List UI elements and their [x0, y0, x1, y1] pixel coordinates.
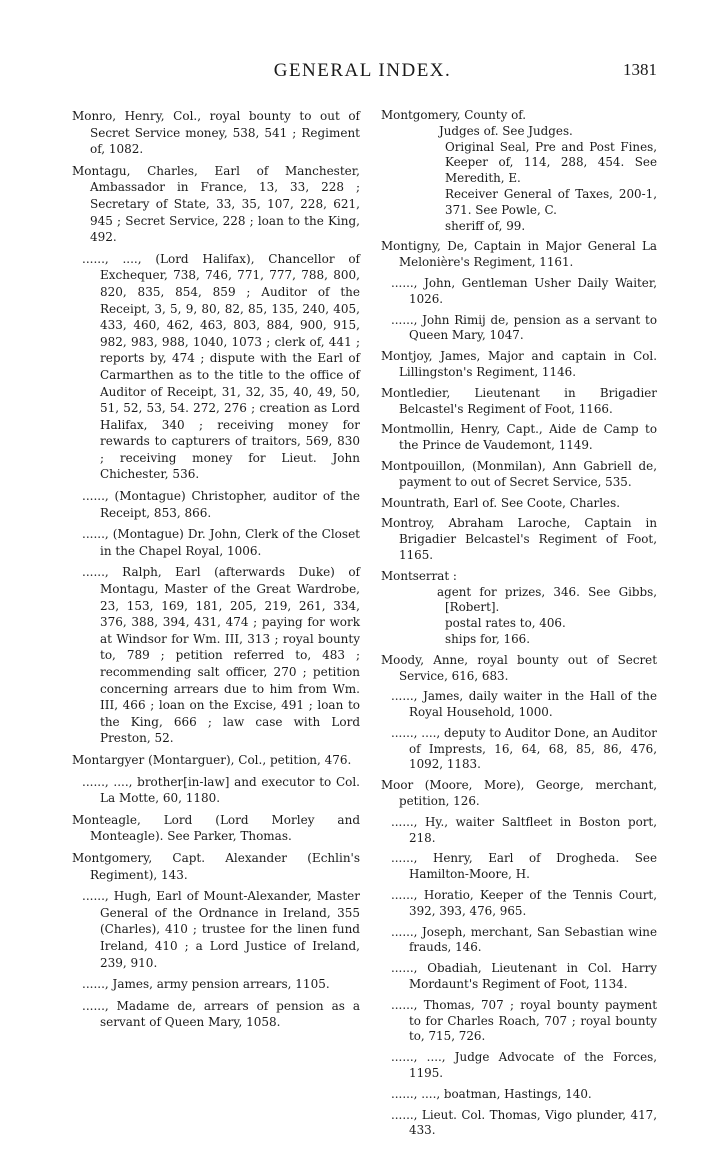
index-entry: Moor (Moore, More), George, merchant, petition, 126. [381, 778, 657, 809]
index-entry: Montpouillon, (Monmilan), Ann Gabriell de, payment to out of Secret Service, 535. [381, 458, 657, 489]
page-number: 1381 [623, 60, 657, 79]
index-entry: ......, ...., (Lord Halifax), Chancellor of Exchequer, 738, 746, 771, 777, 788, 800, 820, 835, 854, 859 ; Auditor of the Receipt, 3, 5, 9, 80, 82, 85, 135, 240, 405, 433, 460, 462, 463, 803, 884, 900, 915, 982, 983, 988, 1040, 1073 ; clerk of, 441 ; reports by, 474 ; dispute with the Earl of Carmarthen as to the title to the office of Auditor of Receipt, 31, 32, 35, 40, 49, 50, 51, 52, 53, 54. 272, 276 ; creation as Lord Halifax, 340 ; receiving money for rewards to capturers of traitors, 569, 830 ; receiving money for Lieut. John Chichester, 536. [82, 251, 360, 482]
index-subentry: sheriff of, 99. [445, 218, 526, 233]
index-entry: ......, ...., Judge Advocate of the Forces, 1195. [391, 1050, 657, 1081]
index-entry: ......, Ralph, Earl (afterwards Duke) of Montagu, Master of the Great Wardrobe, 23, 153, 169, 181, 205, 219, 261, 334, 376, 388, 394, 431, 474 ; paying for work at Windsor for Wm. III, 313 ; royal bounty to, 789 ; petition referred to, 483 ; recommending salt officer, 270 ; petition concerning arrears due to him from Wm. III, 466 ; loan on the Excise, 491 ; loan to the King, 666 ; law case with Lord Preston, 52. [82, 565, 360, 746]
index-entry: ......, ...., brother[in-law] and executor to Col. La Motte, 60, 1180. [82, 774, 360, 806]
index-entry: ......, James, daily waiter in the Hall of the Royal Household, 1000. [391, 689, 657, 720]
index-entry: Montledier, Lieutenant in Brigadier Belcastel's Regiment of Foot, 1166. [381, 385, 657, 416]
left-column [72, 108, 360, 1036]
running-title: GENERAL INDEX. [273, 60, 452, 81]
index-entry: ......, Hugh, Earl of Mount-Alexander, Master General of the Ordnance in Ireland, 355 (Charles), 410 ; trustee for the linen fund Ireland, 410 ; a Lord Justice of Ireland, 239, 910. [82, 889, 360, 970]
index-entry: ......, (Montague) Christopher, auditor of the Receipt, 853, 866. [82, 489, 360, 520]
index-entry: Montgomery, Capt. Alexander (Echlin's Regiment), 143. [72, 850, 360, 882]
index-entry: ......, John, Gentleman Usher Daily Waiter, 1026. [391, 275, 657, 306]
index-subentry: Judges of. See Judges. [439, 123, 573, 138]
index-entry: ......, ...., boatman, Hastings, 140. [391, 1086, 592, 1101]
index-entry: ......, Madame de, arrears of pension as a servant of Queen Mary, 1058. [82, 998, 360, 1030]
index-entry: Monteagle, Lord (Lord Morley and Monteagle). See Parker, Thomas. [72, 812, 360, 844]
index-entry-group [381, 108, 657, 234]
page-header [0, 58, 725, 88]
index-entry: ......, Joseph, merchant, San Sebastian wine frauds, 146. [391, 924, 657, 955]
index-subentry: agent for prizes, 346. See Gibbs, [Robert]. [437, 584, 657, 615]
index-entry: ......, Thomas, 707 ; royal bounty payment to for Charles Roach, 707 ; royal bounty to, 715, 726. [391, 997, 657, 1044]
index-entry: ......, ...., deputy to Auditor Done, an Auditor of Imprests, 16, 64, 68, 85, 86, 476, 1092, 1183. [391, 725, 657, 772]
index-entry: Moody, Anne, royal bounty out of Secret Service, 616, 683. [381, 652, 657, 683]
index-subentry: Receiver General of Taxes, 200-1, 371. See Powle, C. [445, 186, 657, 217]
index-entry: ......, Hy., waiter Saltfleet in Boston port, 218. [391, 814, 657, 845]
index-entry: Montmollin, Henry, Capt., Aide de Camp to the Prince de Vaudemont, 1149. [381, 422, 657, 453]
index-entry: ......, James, army pension arrears, 1105. [82, 977, 330, 992]
index-entry: ......, Lieut. Col. Thomas, Vigo plunder, 417, 433. [391, 1107, 657, 1138]
right-column [381, 108, 657, 1144]
index-entry: Montigny, De, Captain in Major General La Melonière's Regiment, 1161. [381, 239, 657, 270]
index-entry: Mountrath, Earl of. See Coote, Charles. [381, 495, 620, 510]
index-subentry: ships for, 166. [445, 631, 531, 646]
index-entry: ......, Henry, Earl of Drogheda. See Hamilton-Moore, H. [391, 851, 657, 882]
index-subentry: postal rates to, 406. [445, 616, 566, 631]
index-entry: Montjoy, James, Major and captain in Col. Lillingston's Regiment, 1146. [381, 349, 657, 379]
index-entry-heading: Montserrat : [381, 568, 457, 583]
index-entry: Monro, Henry, Col., royal bounty to out of Secret Service money, 538, 541 ; Regiment of, 1082. [72, 109, 360, 157]
index-entry-heading: Montgomery, County of. [381, 108, 526, 122]
index-entry: Montagu, Charles, Earl of Manchester, Ambassador in France, 13, 33, 228 ; Secretary of State, 33, 35, 107, 228, 621, 945 ; Secret Service, 228 ; loan to the King, 492. [72, 163, 360, 245]
index-entry: ......, Horatio, Keeper of the Tennis Court, 392, 393, 476, 965. [391, 888, 657, 918]
index-subentry: Original Seal, Pre and Post Fines, Keeper of, 114, 288, 454. See Meredith, E. [445, 139, 657, 186]
index-entry: Montroy, Abraham Laroche, Captain in Brigadier Belcastel's Regiment of Foot, 1165. [381, 516, 657, 562]
index-entry-group [381, 569, 657, 648]
index-entry: ......, John Rimij de, pension as a servant to Queen Mary, 1047. [391, 312, 657, 343]
index-entry: Montargyer (Montarguer), Col., petition, 476. [72, 752, 352, 767]
index-entry: ......, (Montague) Dr. John, Clerk of the Closet in the Chapel Royal, 1006. [82, 527, 360, 558]
index-entry: ......, Obadiah, Lieutenant in Col. Harry Mordaunt's Regiment of Foot, 1134. [391, 961, 657, 992]
